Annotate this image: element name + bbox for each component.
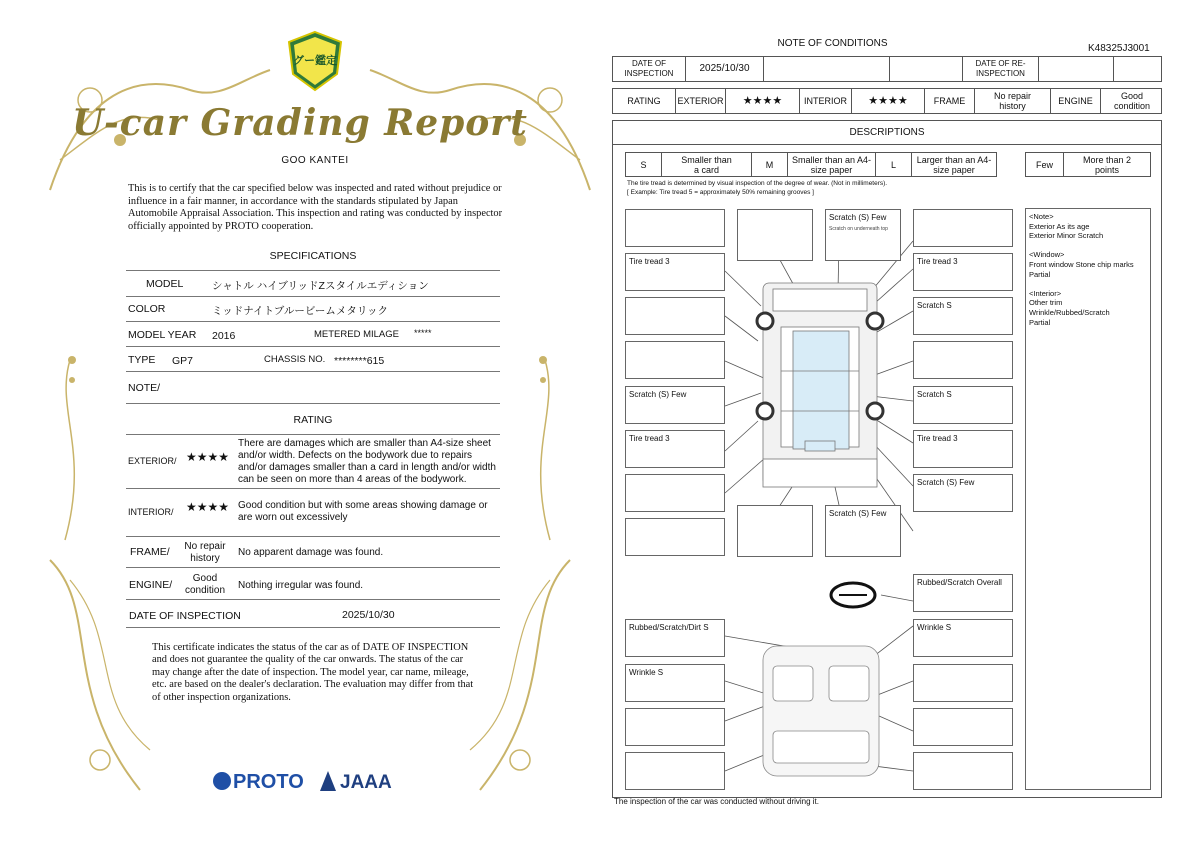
right-scratch-box-2: Scratch S <box>913 386 1013 424</box>
legend-s-text: Smaller than a card <box>662 153 752 176</box>
note-of-conditions <box>600 0 1200 848</box>
certification-intro: This is to certify that the car specified below was inspected and rated without prejudice or influence in a fair manner, in accordance with the standards stipulated by Japan Automobile Appraisal Association. This inspection and rating was conducted by inspector officially appointed by PROTO cooperation. <box>128 183 503 232</box>
legend-m-text: Smaller than an A4-size paper <box>788 153 876 176</box>
ornament-left-side <box>50 350 120 550</box>
steering-box: Rubbed/Scratch Overall <box>913 574 1013 612</box>
top-center-box: Scratch (S) Few Scratch on underneath top <box>825 209 901 261</box>
metered-label: METERED MILAGE <box>314 329 399 340</box>
right-scratch-few-box: Scratch (S) Few <box>913 474 1013 512</box>
interior-label: INTERIOR/ <box>128 507 174 517</box>
label-box <box>913 341 1013 379</box>
color-row <box>126 297 500 322</box>
date-reinspection-label: DATE OF RE-INSPECTION <box>963 57 1039 81</box>
chassis-label: CHASSIS NO. <box>264 354 326 365</box>
right-front-tire-box: Tire tread 3 <box>913 253 1013 291</box>
goo-kantei-badge-icon <box>287 30 343 92</box>
label-box <box>737 505 813 557</box>
steering-wheel-icon <box>831 583 875 607</box>
label-box <box>625 708 725 746</box>
rating-heading: RATING <box>293 414 333 426</box>
model-year-label: MODEL YEAR <box>128 329 197 341</box>
interior-right-box-1: Wrinkle S <box>913 619 1013 657</box>
interior-stars: ★★★★ <box>186 500 230 514</box>
interior-stars: ★★★★ <box>852 89 925 113</box>
date-inspection-value: 2025/10/30 <box>686 57 764 81</box>
rating-table <box>612 88 1162 114</box>
rating-label: RATING <box>613 89 676 113</box>
engine-value: Good condition <box>184 573 226 596</box>
note-row <box>126 372 500 404</box>
legend-l-key: L <box>876 153 912 176</box>
label-box <box>913 752 1013 790</box>
report-subtitle: GOO KANTEI <box>281 155 349 166</box>
frame-description: No apparent damage was found. <box>238 547 384 558</box>
label-box <box>913 708 1013 746</box>
car-top-view <box>763 283 877 487</box>
engine-row <box>126 568 500 600</box>
empty-cell <box>890 57 963 81</box>
type-value: GP7 <box>172 355 194 367</box>
empty-cell <box>1114 57 1163 81</box>
frame-value: No repair history <box>975 89 1051 113</box>
left-rear-tire-box: Tire tread 3 <box>625 430 725 468</box>
exterior-label: EXTERIOR <box>676 89 726 113</box>
label-box <box>625 752 725 790</box>
conditions-footer: The inspection of the car was conducted without driving it. <box>614 797 819 806</box>
proto-mark-icon <box>213 772 231 790</box>
exterior-rating-row <box>126 435 500 489</box>
label-box <box>913 209 1013 247</box>
engine-value: Good condition <box>1113 91 1151 111</box>
badge-text: グー鑑定 <box>293 54 337 67</box>
left-scratch-box: Scratch (S) Few <box>625 386 725 424</box>
chassis-value: ********615 <box>334 355 385 367</box>
notes-panel: <Note> Exterior As its age Exterior Minor Scratch <Window> Front window Stone chip marks Partial <Interior> Other trim Wrinkle/Rubbed/Scratch Partial <box>1025 208 1151 790</box>
frame-label: FRAME/ <box>130 546 170 558</box>
tire-example: [ Example: Tire tread 5 = approximately 50% remaining grooves ] <box>627 189 814 196</box>
interior-description: Good condition but with some areas showing damage or are worn out excessively <box>238 500 488 523</box>
color-value: ミッドナイトブルービームメタリック <box>212 305 388 317</box>
legend-few-key: Few <box>1026 153 1064 176</box>
exterior-stars: ★★★★ <box>726 89 800 113</box>
inspection-date-value: 2025/10/30 <box>342 609 395 621</box>
jaaa-logo: JAAA <box>320 771 392 794</box>
descriptions-heading: DESCRIPTIONS <box>613 121 1161 145</box>
inspection-date-row <box>126 600 500 628</box>
jaaa-mark-icon <box>320 771 336 791</box>
interior-left-box-2: Wrinkle S <box>625 664 725 702</box>
label-box <box>913 664 1013 702</box>
interior-label: INTERIOR <box>800 89 852 113</box>
label-box <box>625 474 725 512</box>
engine-description: Nothing irregular was found. <box>238 580 364 591</box>
frame-value: No repair history <box>184 541 226 564</box>
engine-label: ENGINE <box>1051 89 1101 113</box>
label-box <box>625 297 725 335</box>
bottom-center-box: Scratch (S) Few <box>825 505 901 557</box>
model-row <box>126 271 500 297</box>
engine-label: ENGINE/ <box>129 579 173 591</box>
certificate-disclaimer: This certificate indicates the status of the car as of DATE OF INSPECTION and does not guarantee the quality of the car onwards. The status of the car may change after the date of inspection. The model year, car name, mileage, etc. are based on the dealer's declaration. The evaluation may differ from that of other inspection organizations. <box>152 642 474 703</box>
type-label: TYPE <box>128 354 156 366</box>
date-reinspection-value <box>1039 57 1114 81</box>
label-box <box>737 209 813 261</box>
tire-note: The tire tread is determined by visual inspection of the degree of wear. (Not in millimeters). <box>627 180 888 187</box>
model-value: シャトル ハイブリッドZスタイルエディション <box>212 280 429 292</box>
descriptions-panel <box>612 120 1162 798</box>
date-inspection-label: DATE OF INSPECTION <box>613 57 686 81</box>
label-box <box>625 209 725 247</box>
left-front-tire-box: Tire tread 3 <box>625 253 725 291</box>
exterior-stars: ★★★★ <box>186 450 230 464</box>
model-label: MODEL <box>146 278 184 290</box>
note-label: NOTE/ <box>128 382 161 394</box>
report-id: K48325J3001 <box>1088 43 1150 54</box>
conditions-title: NOTE OF CONDITIONS <box>777 38 888 49</box>
interior-left-box-1: Rubbed/Scratch/Dirt S <box>625 619 725 657</box>
interior-rating-row <box>126 489 500 537</box>
exterior-description: There are damages which are smaller than A4-size sheet and/or width. Defects on the bodywork due to repairs and/or damages smaller than a card in length and/or width can be seen on more than 4 areas of the bodywork. <box>238 438 496 485</box>
report-title: U-car Grading Report <box>72 102 528 144</box>
car-interior-view <box>763 646 879 776</box>
inspection-date-label: DATE OF INSPECTION <box>129 610 241 622</box>
color-label: COLOR <box>128 303 166 315</box>
specifications-heading: SPECIFICATIONS <box>269 250 357 262</box>
frame-row <box>126 537 500 568</box>
model-year-value: 2016 <box>212 330 236 342</box>
metered-value: ***** <box>414 328 432 338</box>
proto-logo: PROTO <box>213 771 304 794</box>
type-row <box>126 347 500 372</box>
legend-s-key: S <box>626 153 662 176</box>
right-scratch-box-1: Scratch S <box>913 297 1013 335</box>
model-year-row <box>126 322 500 347</box>
date-table <box>612 56 1162 82</box>
label-box <box>625 341 725 379</box>
legend-l-text: Larger than an A4-size paper <box>916 154 992 175</box>
exterior-label: EXTERIOR/ <box>128 456 177 466</box>
label-box <box>625 518 725 556</box>
legend-few-text: More than 2 points <box>1082 154 1132 175</box>
right-rear-tire-box: Tire tread 3 <box>913 430 1013 468</box>
empty-cell <box>764 57 890 81</box>
frame-label: FRAME <box>925 89 975 113</box>
legend-m-key: M <box>752 153 788 176</box>
ornament-right-side <box>505 350 575 550</box>
